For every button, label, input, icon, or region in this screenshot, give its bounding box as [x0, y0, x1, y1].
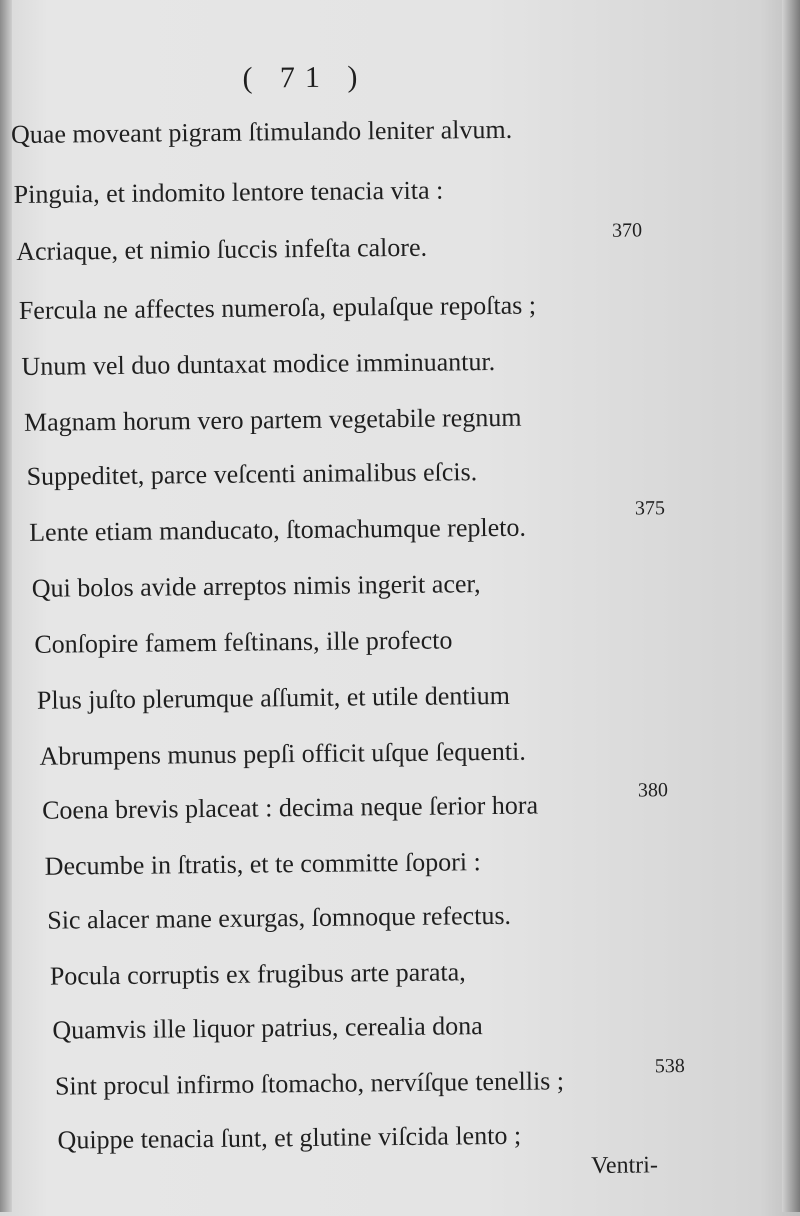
verse-line: Fercula ne affectes numeroſa, epulaſque repoſtas ; — [18, 290, 537, 325]
verse-line: Qui bolos avide arreptos nimis ingerit acer, — [31, 569, 481, 603]
verse-line: Quae moveant pigram ſtimulando leniter alvum. — [10, 114, 513, 150]
verse-line: Conſopire famem feſtinans, ille profecto — [34, 625, 453, 659]
verse-line: Magnam horum vero partem vegetabile regnum — [23, 402, 522, 437]
line-number: 538 — [654, 1055, 685, 1078]
verse-line: Coena brevis placeat : decima neque ſerior hora — [41, 790, 539, 825]
verse-line: Pinguia, et indomito lentore tenacia vita : — [13, 175, 444, 210]
verse-line: Lente etiam manducato, ſtomachumque repleto. — [29, 512, 527, 547]
catchword: Ventri- — [591, 1152, 659, 1180]
line-number: 375 — [634, 497, 666, 520]
verse-line: Sic alacer mane exurgas, ſomnoque refectus. — [47, 900, 512, 935]
verse-line: Decumbe in ſtratis, et te committe ſopori : — [44, 847, 481, 881]
verse-line: Sint procul infirmo ſtomacho, nervíſque tenellis ; — [54, 1066, 565, 1101]
verse-line: Acriaque, et nimio ſuccis infeſta calore. — [16, 232, 428, 266]
line-number: 380 — [637, 779, 669, 802]
verse-line: Pocula corruptis ex frugibus arte parata, — [49, 957, 466, 991]
verse-line: Plus juſto plerumque aſſumit, et utile dentium — [36, 680, 511, 715]
verse-line: Suppeditet, parce veſcenti animalibus eſcis. — [26, 457, 478, 491]
verse-line: Unum vel duo duntaxat modice imminuantur. — [21, 346, 496, 381]
verse-line: Quippe tenacia ſunt, et glutine viſcida lento ; — [57, 1120, 522, 1155]
page-number: ( 71 ) — [242, 60, 368, 95]
verse-line: Quamvis ille liquor patrius, cerealia dona — [52, 1011, 483, 1045]
verse-line: Abrumpens munus pepſi officit uſque ſequenti. — [39, 736, 526, 771]
line-number: 370 — [611, 219, 643, 242]
